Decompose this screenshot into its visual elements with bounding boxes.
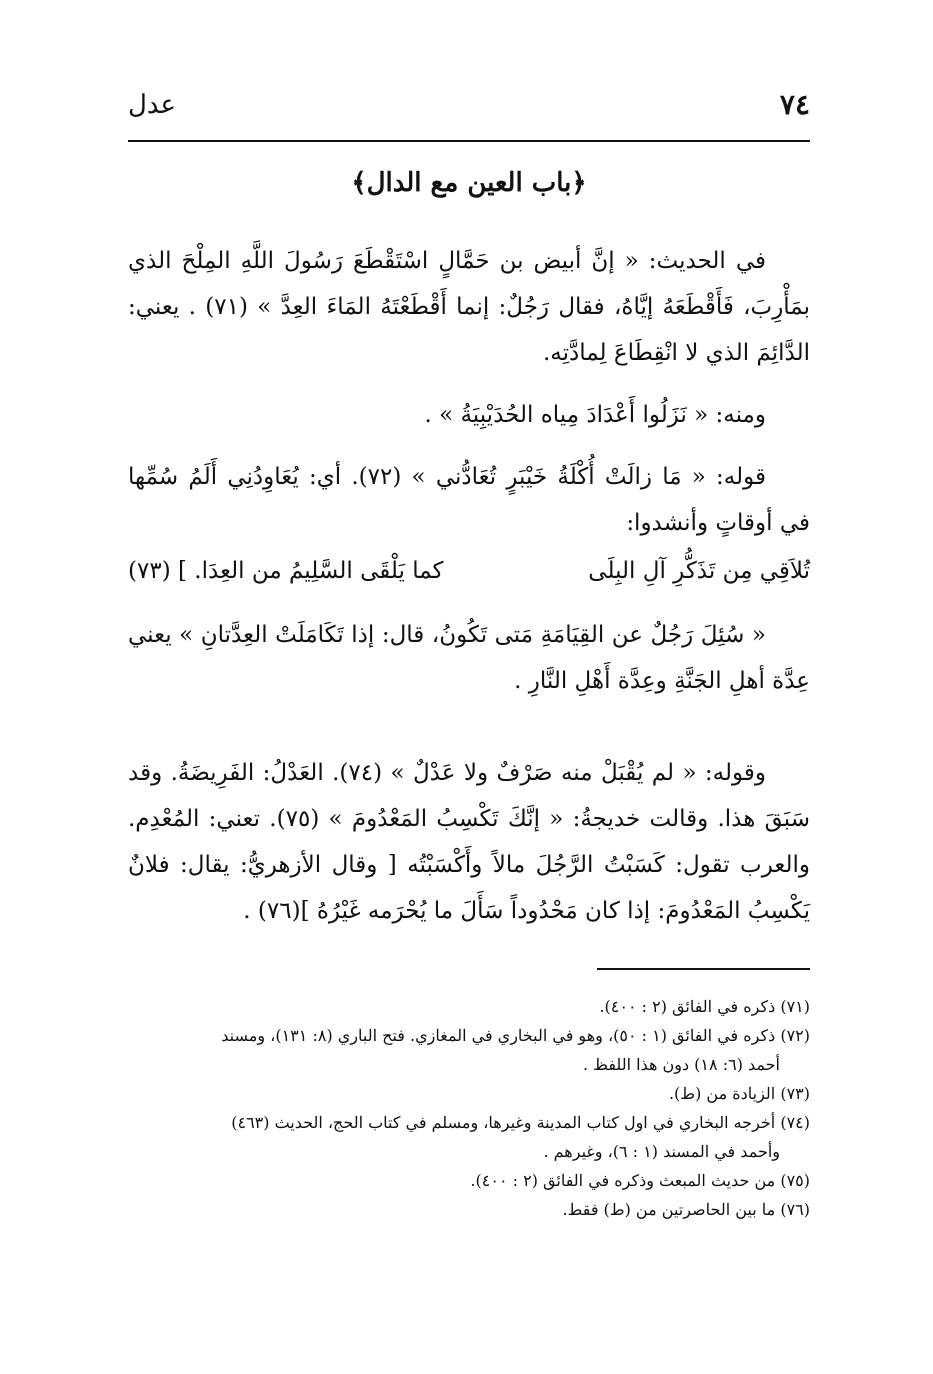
section-title: ﴿باب العين مع الدال﴾ <box>351 168 587 198</box>
poetry-verse <box>128 546 810 596</box>
page-header <box>128 80 810 142</box>
footnote-72: (٧٢) ذكره في الفائق (١ : ٥٠)، وهو في البخاري في المغازي. فتح الباري (٨: ١٣١)، ومسند <box>221 1026 810 1045</box>
footnote-73: (٧٣) الزيادة من (ط). <box>668 1084 810 1103</box>
paragraph-hudaybiya: ومنه: « نَزَلُوا أَعْدَادَ مِياه الحُدَيْبِيَةُ » . <box>424 402 766 428</box>
footnotes <box>128 992 810 1224</box>
running-title: عدل <box>128 90 177 120</box>
footnote-71: (٧١) ذكره في الفائق (٢ : ٤٠٠). <box>599 997 810 1016</box>
verse-second-hemistich: كما يَلْقَى السَّلِيمُ من العِدَا. ] (٧٣) <box>128 558 444 584</box>
paragraph-qiyama: « سُئِلَ رَجُلٌ عن القِيَامَةِ مَتى تَكُونُ، قال: إذا تَكَامَلَتْ العِدَّتانِ » يعني عِدَّة أهلِ الجَنَّةِ وعِدَّة أَهْلِ النَّارِ . <box>128 622 810 694</box>
paragraph-sarf-adl: وقوله: « لم يُقْبَلْ منه صَرْفٌ ولا عَدْلٌ » (٧٤). العَدْلُ: الفَرِيضَةُ. وقد سَبَقَ هذا. وقالت خديجةُ: « إنَّكَ تَكْسِبُ المَعْدُومَ » (٧٥). تعني: المُعْدِم. والعرب تقول: كَسَبْتُ الرَّجُلَ مالاً وأَكْسَبْتُه [ وقال الأزهريُّ: يقال: فلانٌ يَكْسِبُ المَعْدُومَ: إذا كان مَحْدُوداً سَأَلَ ما يُحْرَمه غَيْرُهُ ](٧٦) . <box>128 760 811 924</box>
footnote-separator <box>597 968 810 970</box>
verse-first-hemistich: تُلاَقِي مِن تَذَكُّرِ آلِ البِلَى <box>588 558 810 584</box>
paragraph-khaybar: قوله: « مَا زالَتْ أُكْلَةُ خَيْبَرٍ تُعَادُّني » (٧٢). أي: يُعَاوِدُنِي أَلَمُ سُمِّها في أوقاتٍ وأنشدوا: <box>128 464 810 536</box>
page-number: ٧٤ <box>779 88 810 121</box>
footnote-75: (٧٥) من حديث المبعث وذكره في الفائق (٢ : ٤٠٠). <box>470 1171 810 1190</box>
footnote-74-continued: وأحمد في المسند (١ : ٦)، وغيرهم . <box>543 1142 780 1161</box>
paragraph-hadith-abyad: في الحديث: « إنَّ أبيض بن حَمَّالٍ اسْتَقْطَعَ رَسُولَ اللَّهِ المِلْحَ الذي بمَأْرِبَ، فَأَقْطَعَهُ إيَّاهُ، فقال رَجُلٌ: إنما أَقْطَعْتَهُ المَاءَ العِدَّ » (٧١) . يعني: الدَّائِمَ الذي لا انْقِطَاعَ لِمادَّتِه. <box>128 248 811 366</box>
footnote-76: (٧٦) ما بين الحاصرتين من (ط) فقط. <box>562 1200 810 1219</box>
main-text <box>128 238 810 934</box>
footnote-74: (٧٤) أخرجه البخاري في اول كتاب المدينة وغيرها، ومسلم في كتاب الحج، الحديث (٤٦٣) <box>231 1113 810 1132</box>
footnote-72-continued: أحمد (٦: ١٨) دون هذا اللفظ . <box>582 1055 780 1074</box>
